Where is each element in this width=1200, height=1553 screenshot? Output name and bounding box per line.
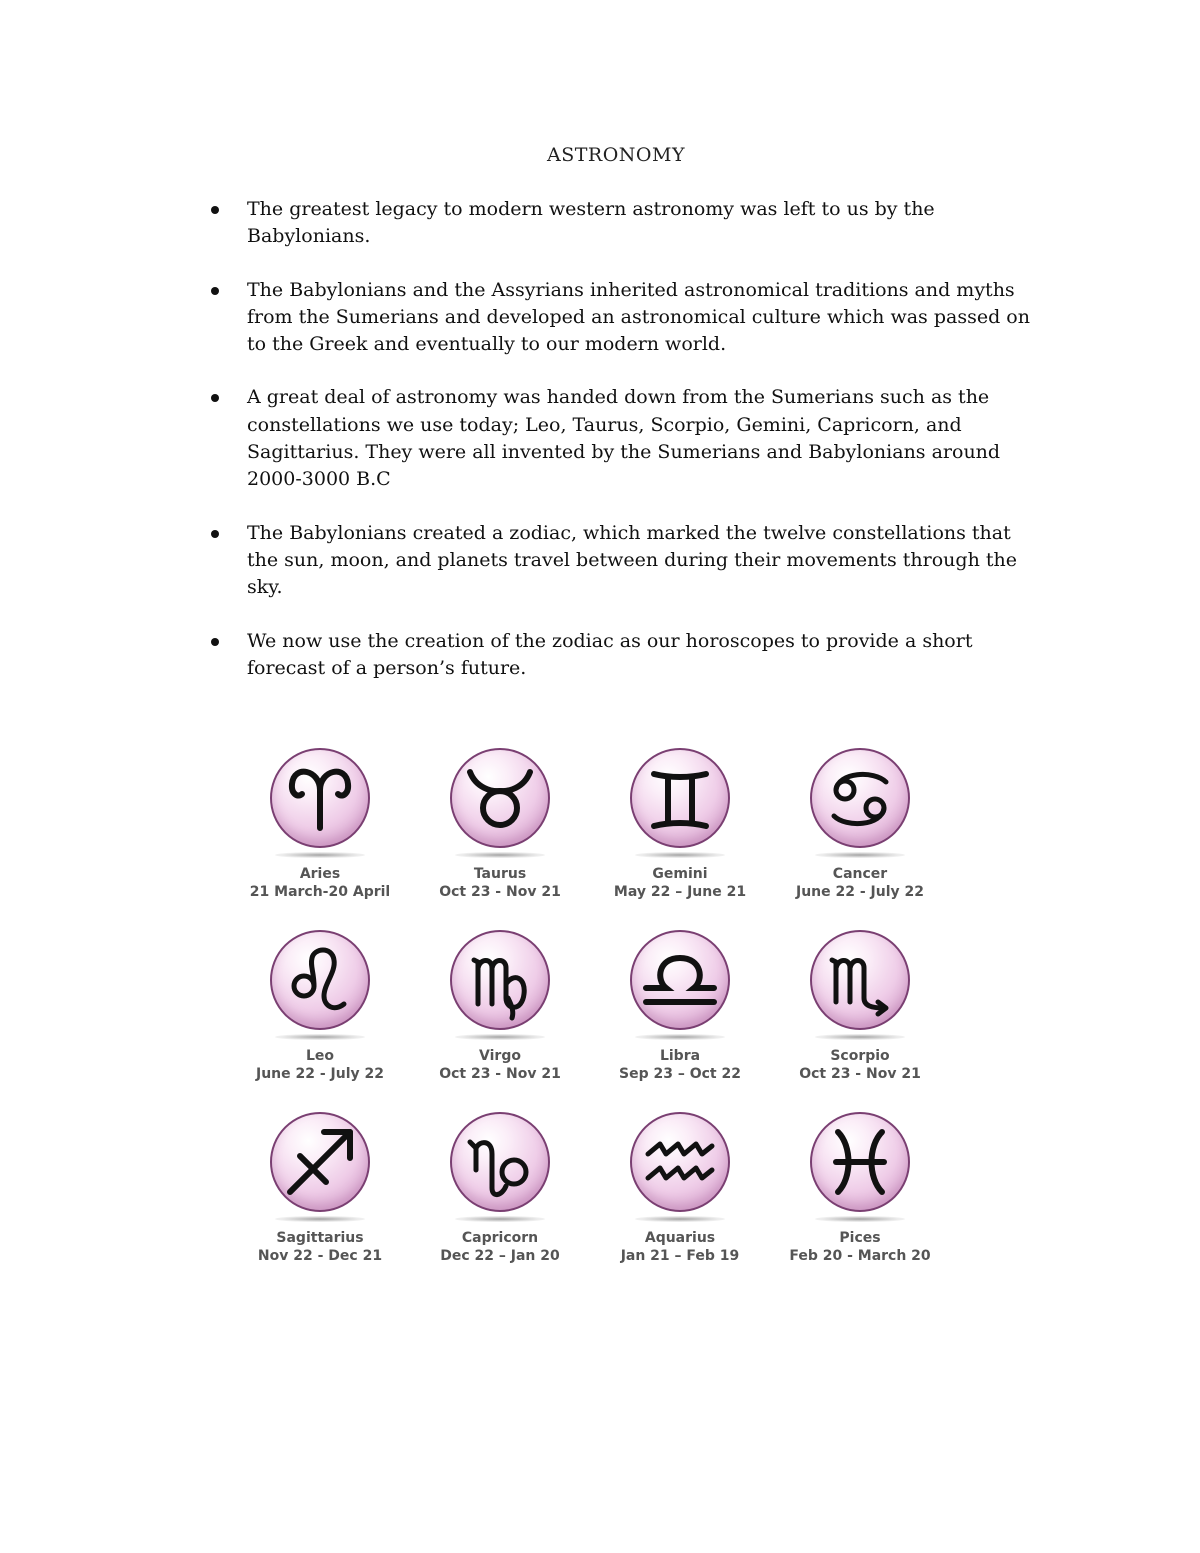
cancer-icon [810,748,910,848]
bullet-dot-icon [211,206,219,214]
sign-dates: June 22 - July 22 [255,1066,384,1082]
sign-dates: Sep 23 – Oct 22 [619,1066,741,1082]
sign-name: Scorpio [830,1048,890,1064]
sign-dates: Oct 23 - Nov 21 [799,1066,921,1082]
capricorn-icon [450,1112,550,1212]
sagittarius-icon [270,1112,370,1212]
zodiac-sign-virgo [410,926,590,1108]
zodiac-sign-aquarius [590,1108,770,1290]
sign-dates: Jan 21 – Feb 19 [620,1248,740,1264]
bullet-list [207,196,1037,708]
sign-dates: Dec 22 – Jan 20 [440,1248,560,1264]
sign-dates: May 22 – June 21 [613,884,747,900]
list-item [207,196,1037,251]
disc-shadow [635,1216,725,1222]
virgo-icon [450,930,550,1030]
disc-shadow [635,1034,725,1040]
bullet-dot-icon [211,638,219,646]
zodiac-sign-aries [230,744,410,926]
sign-name: Capricorn [461,1230,539,1246]
disc-shadow [815,852,905,858]
sign-dates: Feb 20 - March 20 [789,1248,931,1264]
sign-dates: Oct 23 - Nov 21 [439,1066,561,1082]
disc-shadow [275,852,365,858]
aquarius-icon [630,1112,730,1212]
zodiac-sign-pisces [770,1108,950,1290]
sign-name: Aries [299,866,341,882]
sign-name: Sagittarius [276,1230,364,1246]
sign-name: Taurus [473,866,527,882]
disc-shadow [455,852,545,858]
list-item [207,520,1037,602]
aries-icon [270,748,370,848]
bullet-text: The greatest legacy to modern western astronomy was left to us by the Babylonians. [247,198,935,248]
bullet-text: We now use the creation of the zodiac as our horoscopes to provide a short forecast of a person’s future. [247,629,973,679]
zodiac-sign-taurus [410,744,590,926]
zodiac-sign-capricorn [410,1108,590,1290]
zodiac-sign-cancer [770,744,950,926]
zodiac-sign-leo [230,926,410,1108]
sign-dates: 21 March-20 April [249,884,391,900]
gemini-icon [630,748,730,848]
zodiac-sign-gemini [590,744,770,926]
zodiac-sign-libra [590,926,770,1108]
disc-shadow [815,1034,905,1040]
disc-shadow [455,1216,545,1222]
bullet-text: The Babylonians and the Assyrians inherited astronomical traditions and myths from the Sumerians and developed an astronomical culture which was passed on to the Greek and eventually to our modern world. [247,278,1030,356]
libra-icon [630,930,730,1030]
sign-dates: June 22 - July 22 [795,884,924,900]
bullet-text: A great deal of astronomy was handed down from the Sumerians such as the constellations we use today; Leo, Taurus, Scorpio, Gemini, Capricorn, and Sagittarius. They were all invented by the Sumerians and Babylonians around 2000-3000 B.C [247,386,1001,491]
bullet-text: The Babylonians created a zodiac, which marked the twelve constellations that the sun, moon, and planets travel between during their movements through the sky. [247,521,1017,599]
zodiac-chart [230,744,950,1290]
page-title: ASTRONOMY [547,144,685,166]
bullet-dot-icon [211,530,219,538]
disc-shadow [455,1034,545,1040]
zodiac-sign-sagittarius [230,1108,410,1290]
bullet-dot-icon [211,394,219,402]
disc-shadow [635,852,725,858]
list-item [207,384,1037,493]
sign-name: Aquarius [644,1230,716,1246]
taurus-icon [450,748,550,848]
sign-name: Gemini [652,866,708,882]
sign-dates: Nov 22 - Dec 21 [257,1248,383,1264]
leo-icon [270,930,370,1030]
sign-dates: Oct 23 - Nov 21 [439,884,561,900]
disc-shadow [275,1034,365,1040]
zodiac-sign-scorpio [770,926,950,1108]
sign-name: Virgo [479,1048,521,1064]
sign-name: Leo [305,1048,335,1064]
scorpio-icon [810,930,910,1030]
sign-name: Pices [839,1230,881,1246]
disc-shadow [815,1216,905,1222]
list-item [207,277,1037,359]
sign-name: Libra [659,1048,701,1064]
list-item [207,628,1037,683]
pisces-icon [810,1112,910,1212]
sign-name: Cancer [832,866,888,882]
disc-shadow [275,1216,365,1222]
bullet-dot-icon [211,287,219,295]
